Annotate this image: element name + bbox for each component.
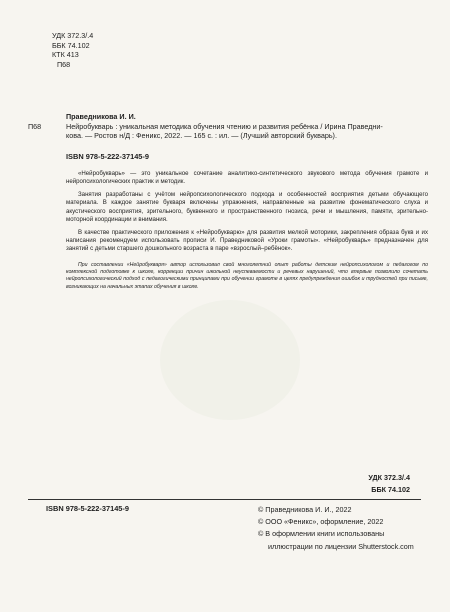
isbn-top: ISBN 978-5-222-37145-9 <box>66 152 149 161</box>
classification-codes-bottom <box>368 472 410 495</box>
annotation-paragraph-2: Занятия разработаны с учётом нейропсихологического подхода и особенностей восприятия детьми обучающего материала. В каждое занятие букваря включены упражнения, направленные на развитие фонематического слуха и акустического восприятия, зрительного, буквенного и пространственного гнозиса, речи и мышления, памяти, зрительно-моторной координации и внимания. <box>66 191 428 223</box>
ktk-code: КТК 413 <box>52 50 79 60</box>
author-mark: П68 <box>57 59 71 69</box>
annotation-paragraph-4: При составлении «Нейробукваря» автор использовал свой многолетний опыт работы детским нейропсихологом и педагогом по комплексной подготовке к школе, коррекции причин школьной неуспеваемости и речевых нарушений, что впервые позволило сочетать нейропсихологический подход с педагогическими принципами при обучении грамоте в целях предупреждения ошибок и трудностей при письме, возникающих на начальных этапах обучения в школе. <box>66 261 428 290</box>
annotation-paragraph-1: «Нейробукварь» — это уникальное сочетание аналитико-синтетического звукового метода обучения грамоте и нейропсихологических практик и методик. <box>66 170 428 186</box>
annotation-paragraph-3: В качестве практического приложения к «Нейробукварю» для развития мелкой моторики, закрепления образа букв и их написания рекомендуем использовать прописи И. Праведниковой «Уроки грамоты». «Нейробукварь» предназначен для занятий с детьми старшего дошкольного возраста в паре «взрослый–ребёнок». <box>66 228 428 253</box>
bbk-code-bottom: ББК 74.102 <box>371 484 410 494</box>
entry-title-line-2: кова. — Ростов н/Д : Феникс, 2022. — 165 с. : ил. — (Лучший авторский букварь). <box>66 131 337 141</box>
entry-title-line-1: Нейробукварь : уникальная методика обучения чтению и развития ребёнка / Ирина Праведни- <box>66 121 383 131</box>
entry-author-mark: П68 <box>28 121 42 131</box>
udk-code-bottom: УДК 372.3/.4 <box>368 473 410 482</box>
catalog-entry <box>28 112 424 141</box>
background-watermark <box>160 300 300 420</box>
copyright-publisher: © ООО «Феникс», оформление, 2022 <box>258 517 384 527</box>
divider <box>28 499 421 500</box>
author-name: Праведникова И. И. <box>66 112 136 121</box>
annotation <box>66 170 428 296</box>
copyright-illustrations-license: иллюстрации по лицензии Shutterstock.com <box>268 541 414 551</box>
copyright-block <box>258 504 438 553</box>
classification-codes-top <box>52 31 93 69</box>
udk-code: УДК 372.3/.4 <box>52 31 94 40</box>
copyright-author: © Праведникова И. И., 2022 <box>258 505 352 514</box>
bbk-code: ББК 74.102 <box>52 40 90 50</box>
isbn-bottom: ISBN 978-5-222-37145-9 <box>46 504 129 513</box>
copyright-illustrations: © В оформлении книги использованы <box>258 529 385 539</box>
